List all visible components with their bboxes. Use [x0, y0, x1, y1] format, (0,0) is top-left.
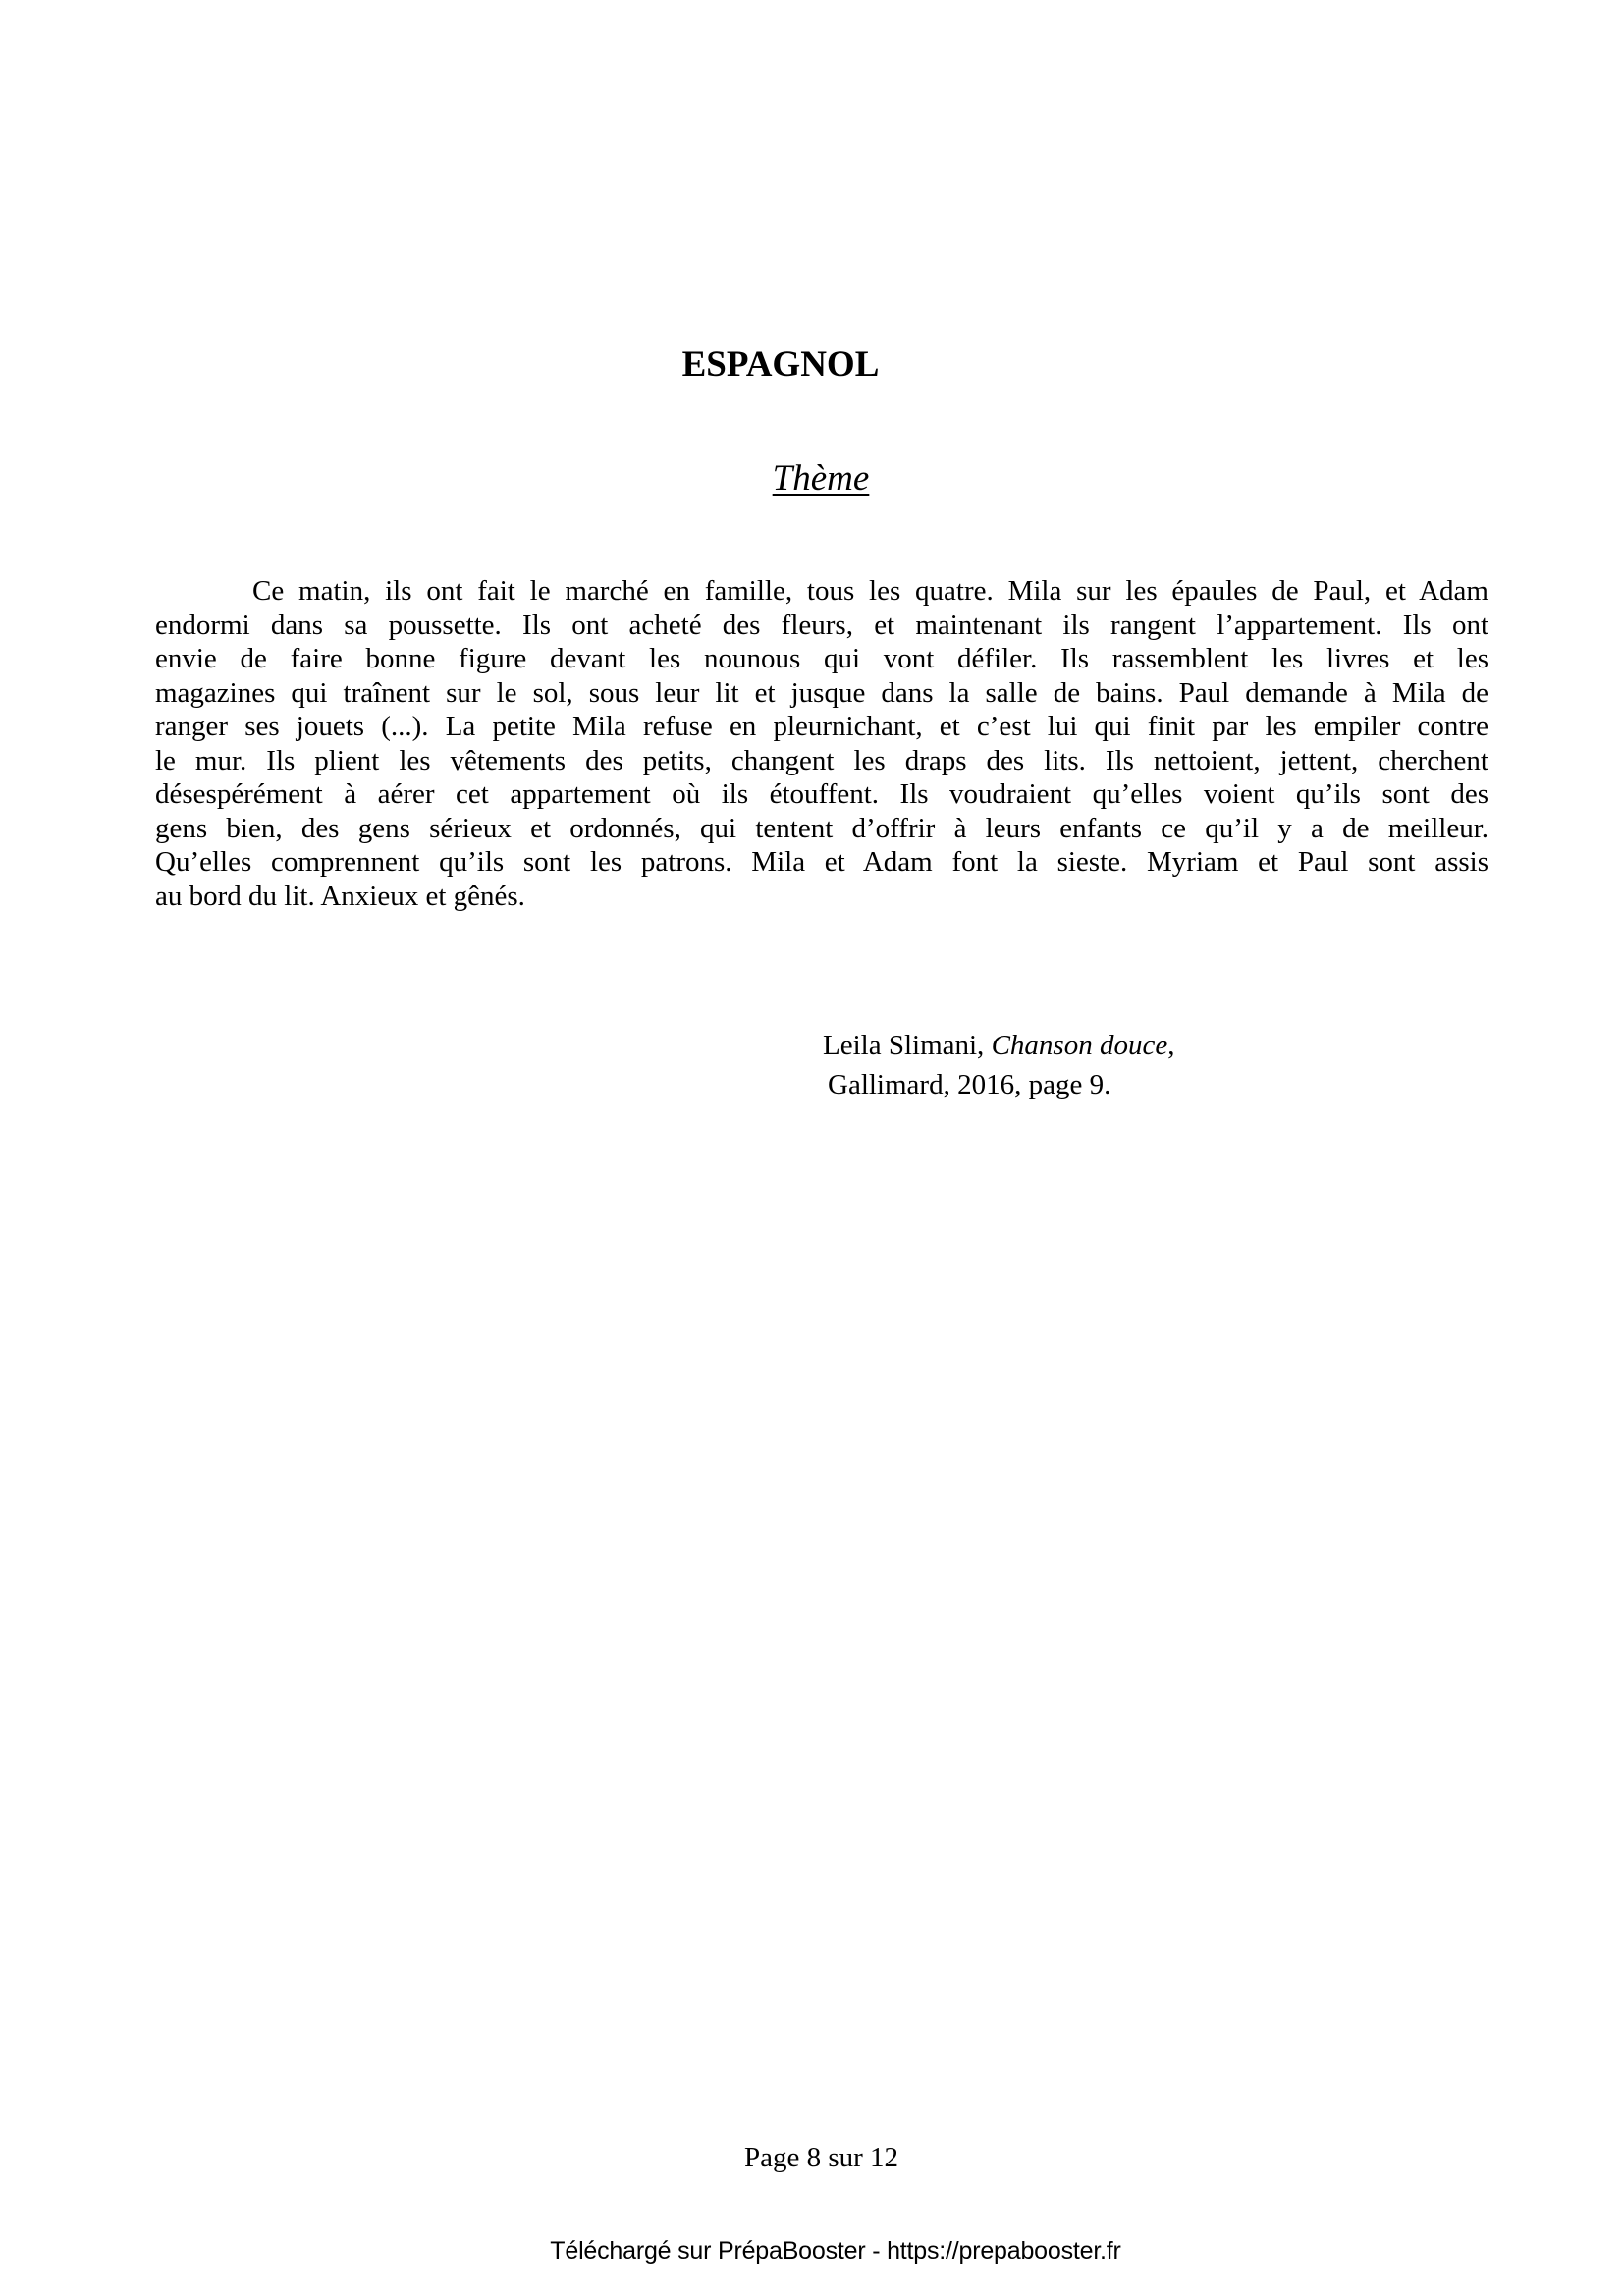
paragraph-line: Qu’elles comprennent qu’ils sont les patrons. Mila et Adam font la sieste. Myriam et Paul sont assis	[155, 846, 1488, 878]
paragraph-line: au bord du lit. Anxieux et gênés.	[155, 880, 525, 912]
exercise-subtitle	[723, 459, 919, 499]
paragraph-line: envie de faire bonne figure devant les nounous qui vont défiler. Ils rassemblent les livres et les	[155, 643, 1488, 674]
citation-punctuation: ,	[1167, 1030, 1175, 1061]
paragraph-line: Ce matin, ils ont fait le marché en famille, tous les quatre. Mila sur les épaules de Paul, et Adam	[252, 575, 1488, 607]
paragraph-line: endormi dans sa poussette. Ils ont acheté des fleurs, et maintenant ils rangent l’appartement. Ils ont	[155, 609, 1488, 641]
paragraph-line: magazines qui traînent sur le sol, sous leur lit et jusque dans la salle de bains. Paul demande à Mila de	[155, 676, 1488, 709]
source-text-paragraph	[155, 574, 1488, 913]
page-number: Page 8 sur 12	[743, 2142, 899, 2173]
section-title: ESPAGNOL	[681, 345, 880, 385]
download-notice: Téléchargé sur PrépaBooster - https://prepabooster.fr	[550, 2237, 1121, 2265]
paragraph-line: le mur. Ils plient les vêtements des petits, changent les draps des lits. Ils nettoient, jettent, cherchent	[155, 744, 1488, 776]
paragraph-line: ranger ses jouets (...). La petite Mila refuse en pleurnichant, et c’est lui qui finit par les empiler contre	[155, 711, 1488, 742]
paragraph-line: désespérément à aérer cet appartement où ils étouffent. Ils voudraient qu’elles voient qu’ils sont des	[155, 778, 1488, 810]
citation-book-title: Chanson douce	[991, 1030, 1168, 1061]
citation-line-1	[823, 1026, 1174, 1065]
exercise-subtitle-text: Thème	[772, 458, 870, 499]
citation-author: Leila Slimani,	[823, 1030, 992, 1061]
citation	[823, 1026, 1174, 1104]
citation-publisher: Gallimard, 2016, page 9.	[828, 1069, 1111, 1100]
paragraph-line: gens bien, des gens sérieux et ordonnés, qui tentent d’offrir à leurs enfants ce qu’il y a de meilleur.	[155, 812, 1488, 844]
